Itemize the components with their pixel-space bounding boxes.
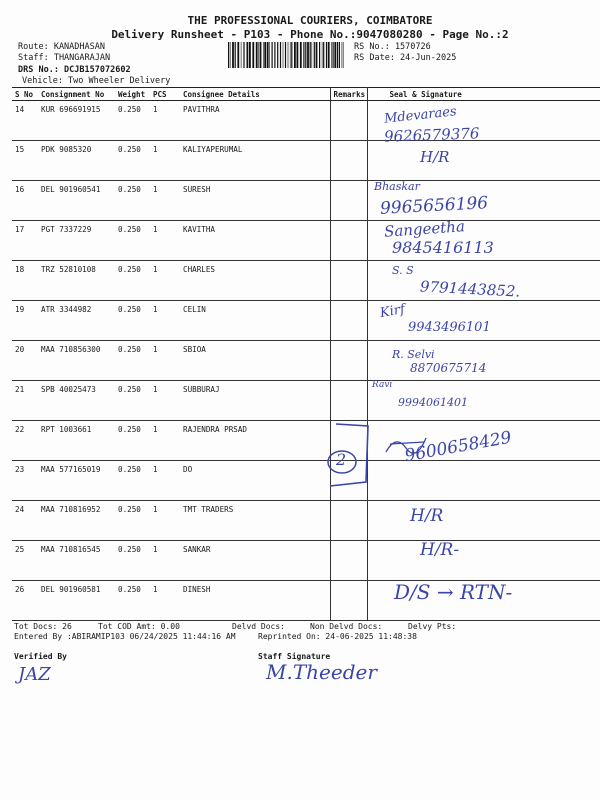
- cno-cell: MAA 710816545: [38, 541, 115, 581]
- handwritten-phone-14: 9626579376: [383, 124, 480, 146]
- pcs-cell: 1: [150, 581, 180, 621]
- pcs-cell: 1: [150, 181, 180, 221]
- remark-bracket-mark: [318, 420, 378, 490]
- col-consignment: Consignment No: [38, 88, 115, 101]
- handwritten-phone-22: 9600658429: [403, 427, 514, 467]
- consignee-cell: KALIYAPERUMAL: [180, 141, 330, 181]
- remarks-cell: [330, 381, 367, 421]
- weight-cell: 0.250: [115, 341, 150, 381]
- handwritten-phone-19: 9943496101: [408, 320, 491, 335]
- drs-number: DRS No.: DCJB157072602: [18, 65, 131, 75]
- runsheet-subtitle: Delivery Runsheet - P103 - Phone No.:9047080280 - Page No.:2: [111, 28, 509, 41]
- verified-signature: JAZ: [18, 664, 51, 685]
- remarks-cell: [330, 541, 367, 581]
- remarks-cell: [330, 261, 367, 301]
- remarks-cell: [330, 181, 367, 221]
- weight-cell: 0.250: [115, 221, 150, 261]
- consignee-cell: SURESH: [180, 181, 330, 221]
- sno-cell: 23: [12, 461, 38, 501]
- table-row: [12, 461, 600, 501]
- remarks-cell: [330, 341, 367, 381]
- pcs-cell: 1: [150, 381, 180, 421]
- rs-number: RS No.: 1570726: [354, 42, 431, 52]
- rs-date: RS Date: 24-Jun-2025: [354, 53, 457, 63]
- weight-cell: 0.250: [115, 141, 150, 181]
- handwritten-note-25: H/R-: [420, 540, 460, 560]
- seal-signature-cell: [367, 141, 600, 181]
- col-remarks: Remarks: [330, 88, 367, 101]
- sno-cell: 24: [12, 501, 38, 541]
- handwritten-name-14: Mdevaraes: [383, 104, 458, 127]
- handwritten-note-26: D/S → RTN-: [394, 580, 513, 604]
- pcs-cell: 1: [150, 341, 180, 381]
- sno-cell: 20: [12, 341, 38, 381]
- staff-signature: M.Theeder: [266, 660, 377, 684]
- weight-cell: 0.250: [115, 101, 150, 141]
- consignee-cell: PAVITHRA: [180, 101, 330, 141]
- weight-cell: 0.250: [115, 541, 150, 581]
- handwritten-phone-18: 9791443852.: [419, 277, 521, 301]
- sno-cell: 16: [12, 181, 38, 221]
- consignee-cell: RAJENDRA PRSAD: [180, 421, 330, 461]
- cno-cell: TRZ 52810108: [38, 261, 115, 301]
- consignee-cell: SBIOA: [180, 341, 330, 381]
- weight-cell: 0.250: [115, 421, 150, 461]
- delivery-points: Delvy Pts:: [408, 622, 457, 631]
- consignee-cell: KAVITHA: [180, 221, 330, 261]
- consignee-cell: SUBBURAJ: [180, 381, 330, 421]
- handwritten-name-19: Kirf: [378, 301, 407, 322]
- col-consignee: Consignee Details: [180, 88, 330, 101]
- pcs-cell: 1: [150, 141, 180, 181]
- sno-cell: 19: [12, 301, 38, 341]
- cno-cell: MAA 577165019: [38, 461, 115, 501]
- table-row: [12, 221, 600, 261]
- handwritten-name-18: S. S: [392, 264, 414, 277]
- sno-cell: 25: [12, 541, 38, 581]
- sno-cell: 18: [12, 261, 38, 301]
- pcs-cell: 1: [150, 301, 180, 341]
- cno-cell: PDK 9085320: [38, 141, 115, 181]
- cno-cell: DEL 901960541: [38, 181, 115, 221]
- table-row: [12, 301, 600, 341]
- pcs-cell: 1: [150, 461, 180, 501]
- handwritten-phone-16: 9965656196: [379, 193, 489, 219]
- consignee-cell: DO: [180, 461, 330, 501]
- total-cod-amount: Tot COD Amt: 0.00: [98, 622, 180, 631]
- table-row: [12, 501, 600, 541]
- pcs-cell: 1: [150, 501, 180, 541]
- route-label: Route: KANADHASAN: [18, 42, 105, 52]
- table-row: [12, 141, 600, 181]
- weight-cell: 0.250: [115, 181, 150, 221]
- consignee-cell: CHARLES: [180, 261, 330, 301]
- delivered-docs: Delvd Docs:: [232, 622, 285, 631]
- cno-cell: PGT 7337229: [38, 221, 115, 261]
- remarks-cell: [330, 141, 367, 181]
- sno-cell: 15: [12, 141, 38, 181]
- handwritten-phone-17: 9845416113: [392, 238, 494, 257]
- pcs-cell: 1: [150, 421, 180, 461]
- seal-signature-cell: [367, 541, 600, 581]
- cno-cell: MAA 710856300: [38, 341, 115, 381]
- sno-cell: 26: [12, 581, 38, 621]
- remarks-cell: [330, 501, 367, 541]
- handwritten-name-17: Sangeetha: [383, 217, 466, 241]
- cno-cell: ATR 3344982: [38, 301, 115, 341]
- consignee-cell: SANKAR: [180, 541, 330, 581]
- remarks-cell: [330, 101, 367, 141]
- sno-cell: 14: [12, 101, 38, 141]
- staff-label: Staff: THANGARAJAN: [18, 53, 111, 63]
- table-row: [12, 381, 600, 421]
- pcs-cell: 1: [150, 541, 180, 581]
- handwritten-name-16: Bhaskar: [374, 180, 420, 193]
- handwritten-name-21: Ravi: [372, 380, 393, 390]
- weight-cell: 0.250: [115, 501, 150, 541]
- sno-cell: 17: [12, 221, 38, 261]
- entered-by: Entered By :ABIRAMIP103 06/24/2025 11:44:16 AM: [14, 632, 236, 641]
- cno-cell: KUR 696691915: [38, 101, 115, 141]
- handwritten-phone-20: 8870675714: [410, 361, 487, 375]
- consignee-cell: TMT TRADERS: [180, 501, 330, 541]
- seal-signature-cell: [367, 501, 600, 541]
- handwritten-remark-22: 2: [336, 450, 347, 469]
- verified-by-label: Verified By: [14, 652, 67, 661]
- runsheet-table: [12, 87, 600, 621]
- col-pcs: PCS: [150, 88, 180, 101]
- seal-signature-cell: [367, 461, 600, 501]
- company-title: THE PROFESSIONAL COURIERS, COIMBATORE: [187, 14, 433, 27]
- handwritten-name-20: R. Selvi: [392, 348, 435, 361]
- handwritten-note-24: H/R: [410, 506, 444, 526]
- remarks-cell: [330, 221, 367, 261]
- sno-cell: 21: [12, 381, 38, 421]
- weight-cell: 0.250: [115, 581, 150, 621]
- pcs-cell: 1: [150, 101, 180, 141]
- pcs-cell: 1: [150, 261, 180, 301]
- table-row: [12, 101, 600, 141]
- remarks-cell: [330, 301, 367, 341]
- cno-cell: DEL 901960581: [38, 581, 115, 621]
- col-seal-signature: Seal & Signature: [367, 88, 600, 101]
- table-row: [12, 341, 600, 381]
- table-row: [12, 541, 600, 581]
- weight-cell: 0.250: [115, 381, 150, 421]
- cno-cell: MAA 710816952: [38, 501, 115, 541]
- total-docs: Tot Docs: 26: [14, 622, 72, 631]
- col-sno: S No: [12, 88, 38, 101]
- col-weight: Weight: [115, 88, 150, 101]
- cno-cell: SPB 40025473: [38, 381, 115, 421]
- weight-cell: 0.250: [115, 301, 150, 341]
- vehicle-label: Vehicle: Two Wheeler Delivery: [22, 76, 171, 86]
- pcs-cell: 1: [150, 221, 180, 261]
- consignee-cell: DINESH: [180, 581, 330, 621]
- handwritten-note-15: H/R: [420, 148, 450, 166]
- consignee-cell: CELIN: [180, 301, 330, 341]
- remarks-cell: [330, 581, 367, 621]
- table-row: [12, 181, 600, 221]
- cno-cell: RPT 1003661: [38, 421, 115, 461]
- sno-cell: 22: [12, 421, 38, 461]
- table-header-row: [12, 88, 600, 101]
- non-delivered-docs: Non Delvd Docs:: [310, 622, 383, 631]
- staff-signature-label: Staff Signature: [258, 652, 331, 661]
- weight-cell: 0.250: [115, 261, 150, 301]
- barcode-image: [228, 42, 346, 68]
- handwritten-phone-21: 9994061401: [398, 396, 468, 409]
- weight-cell: 0.250: [115, 461, 150, 501]
- reprinted-on: Reprinted On: 24-06-2025 11:48:38: [258, 632, 417, 641]
